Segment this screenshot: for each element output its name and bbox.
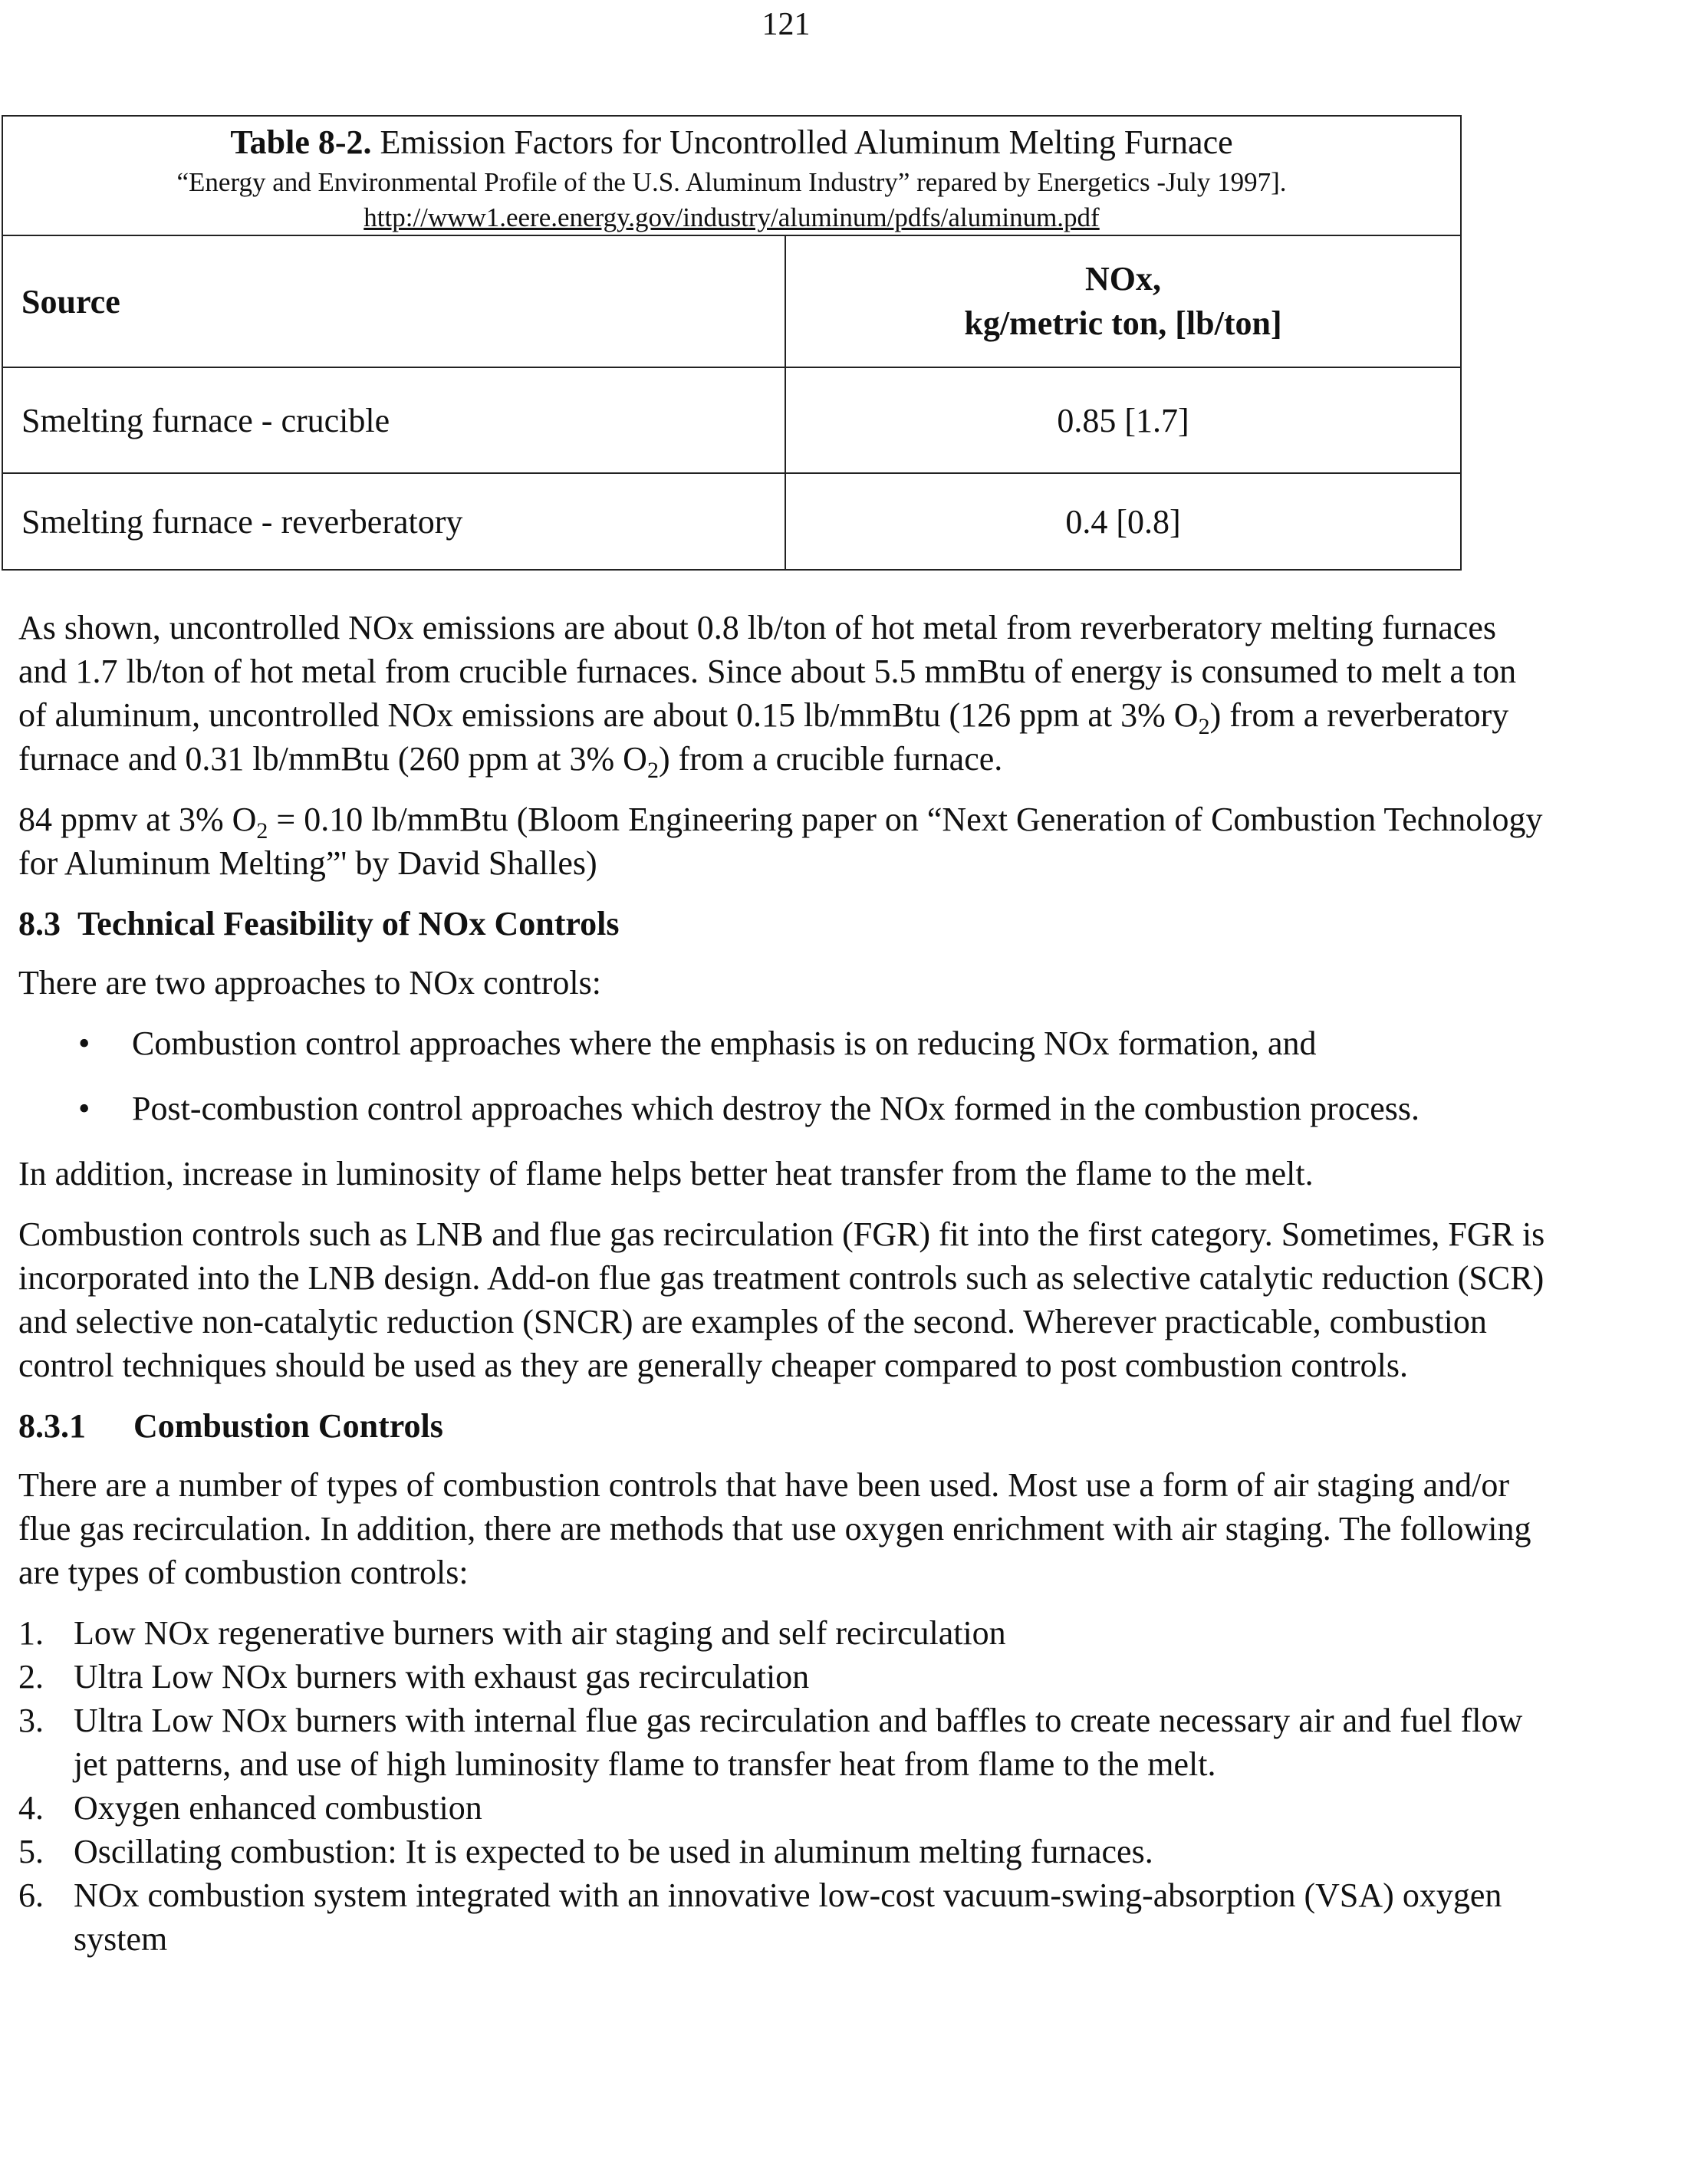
- section-title: Combustion Controls: [133, 1407, 443, 1445]
- list-number: 1.: [18, 1614, 44, 1652]
- text-run: 84 ppmv at 3% O: [18, 801, 257, 838]
- table-title-text: Emission Factors for Uncontrolled Aluminum Melting Furnace: [371, 123, 1233, 161]
- section-heading-8-3: [18, 902, 1552, 946]
- list-item: [18, 1873, 1552, 1961]
- combustion-controls-list: [18, 1611, 1552, 1961]
- list-text: Low NOx regenerative burners with air staging and self recirculation: [74, 1614, 1006, 1652]
- header-nox-line1: NOx,: [1085, 260, 1161, 298]
- list-item: [18, 1830, 1552, 1873]
- table-row: [3, 474, 1460, 569]
- list-number: 2.: [18, 1658, 44, 1696]
- text-run: ) from a reverberatory furnace and 0.31 lb/mmBtu (260 ppm at 3% O: [18, 696, 1509, 778]
- row-value: 0.85 [1.7]: [1057, 401, 1189, 439]
- table-source-url[interactable]: http://www1.eere.energy.gov/industry/aluminum/pdfs/aluminum.pdf: [364, 202, 1100, 232]
- paragraph-ppmv: [18, 798, 1552, 885]
- document-body: [18, 606, 1552, 1961]
- page-number: 121: [762, 7, 811, 42]
- section-number: 8.3: [18, 905, 61, 942]
- table-label: Table 8-2.: [230, 123, 372, 161]
- row-source: Smelting furnace - crucible: [3, 368, 786, 472]
- approaches-list: [18, 1021, 1552, 1130]
- list-text: Oxygen enhanced combustion: [74, 1789, 482, 1827]
- list-item: [18, 1699, 1552, 1786]
- row-source: Smelting furnace - reverberatory: [3, 474, 786, 569]
- table-header-row: [3, 236, 1460, 368]
- list-item: [18, 1611, 1552, 1655]
- header-nox-line2: kg/metric ton, [lb/ton]: [964, 304, 1282, 342]
- subscript: 2: [646, 757, 659, 783]
- section-heading-8-3-1: [18, 1404, 1552, 1448]
- text-run: ) from a crucible furnace.: [658, 740, 1003, 778]
- list-number: 6.: [18, 1876, 44, 1914]
- list-item: • Post-combustion control approaches which destroy the NOx formed in the combustion process.: [18, 1087, 1552, 1130]
- header-nox: [786, 236, 1460, 367]
- list-text: NOx combustion system integrated with an innovative low-cost vacuum-swing-absorption (VSA) oxygen system: [74, 1876, 1502, 1958]
- list-number: 3.: [18, 1702, 44, 1739]
- table-title: [11, 121, 1452, 164]
- table-caption: [3, 117, 1460, 236]
- section-number: 8.3.1: [18, 1407, 86, 1445]
- header-source: Source: [3, 236, 786, 367]
- table-row: [3, 368, 1460, 474]
- list-text: Ultra Low NOx burners with exhaust gas recirculation: [74, 1658, 810, 1696]
- paragraph-nox-emissions: [18, 606, 1552, 781]
- list-text: Ultra Low NOx burners with internal flue gas recirculation and baffles to create necessary air and fuel flow jet patterns, and use of high luminosity flame to transfer heat from flame to the melt.: [74, 1702, 1523, 1783]
- text-run: = 0.10 lb/mmBtu (Bloom Engineering paper on “Next Generation of Combustion Technology for Aluminum Melting”' by David Shalles): [18, 801, 1543, 882]
- list-item: • Combustion control approaches where the emphasis is on reducing NOx formation, and: [18, 1021, 1552, 1065]
- text-run: As shown, uncontrolled NOx emissions are about 0.8 lb/ton of hot metal from reverberatory melting furnaces and 1.7 lb/ton of hot metal from crucible furnaces. Since about 5.5 mmBtu of energy is consumed to melt a ton of aluminum, uncontrolled NOx emissions are about 0.15 lb/mmBtu (126 ppm at 3% O: [18, 609, 1517, 734]
- subscript: 2: [1198, 713, 1210, 739]
- paragraph-two-approaches: There are two approaches to NOx controls:: [18, 964, 601, 1002]
- list-item: [18, 1786, 1552, 1830]
- row-value: 0.4 [0.8]: [1065, 502, 1181, 541]
- list-text: Oscillating combustion: It is expected to be used in aluminum melting furnaces.: [74, 1833, 1153, 1870]
- paragraph-types-intro: There are a number of types of combustion controls that have been used. Most use a form of air staging and/or flue gas recirculation. In addition, there are methods that use oxygen enrichment with air staging. The following are types of combustion controls:: [18, 1466, 1531, 1591]
- paragraph-combustion-controls: Combustion controls such as LNB and flue gas recirculation (FGR) fit into the first category. Sometimes, FGR is incorporated into the LNB design. Add-on flue gas treatment controls such as selective catalytic reduction (SCR) and selective non-catalytic reduction (SNCR) are examples of the second. Wherever practicable, combustion control techniques should be used as they are generally cheaper compared to post combustion controls.: [18, 1215, 1545, 1384]
- paragraph-luminosity: In addition, increase in luminosity of flame helps better heat transfer from the flame to the melt.: [18, 1155, 1314, 1192]
- list-number: 4.: [18, 1789, 44, 1827]
- emission-factors-table: [2, 115, 1462, 571]
- subscript: 2: [256, 817, 268, 844]
- list-number: 5.: [18, 1833, 44, 1870]
- section-title: Technical Feasibility of NOx Controls: [77, 905, 620, 942]
- list-item: [18, 1655, 1552, 1699]
- table-source: “Energy and Environmental Profile of the U.S. Aluminum Industry” repared by Energetics -July 1997].: [176, 167, 1287, 197]
